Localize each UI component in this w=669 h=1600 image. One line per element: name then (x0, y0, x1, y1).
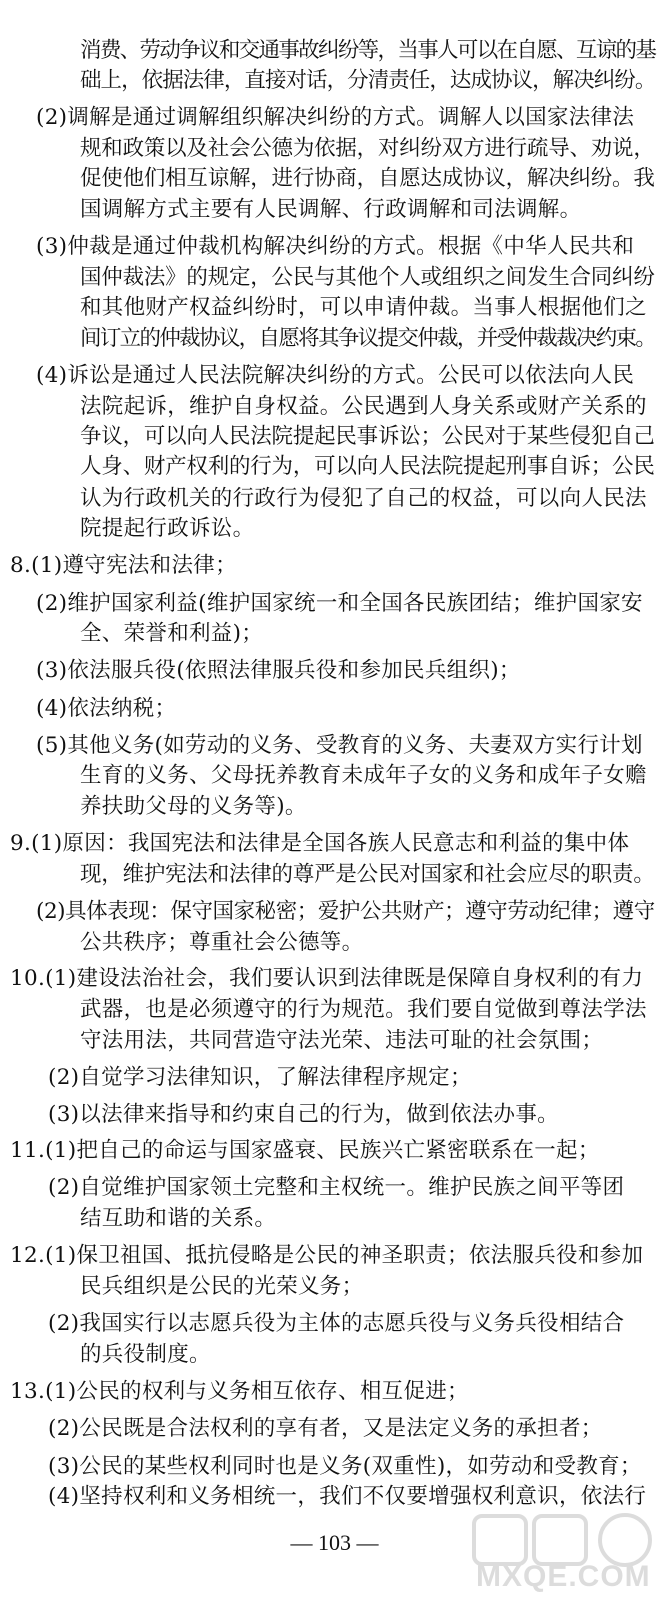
text-line: (2)维护国家利益(维护国家统一和全国各民族团结；维护国家安 (36, 591, 643, 616)
text-line: 守法用法，共同营造守法光荣、违法可耻的社会氛围； (80, 1028, 604, 1053)
text-line: (2)自觉学习法律知识，了解法律程序规定； (48, 1065, 472, 1090)
text-line: 13.(1)公民的权利与义务相互依存、相互促进； (10, 1379, 469, 1404)
text-line: 现，维护宪法和法律的尊严是公民对国家和社会应尽的职责。 (80, 862, 655, 887)
text-line: 认为行政机关的行政行为侵犯了自己的权益，可以向人民法 (80, 486, 647, 511)
text-line: 间订立的仲裁协议，自愿将其争议提交仲裁，并受仲裁裁决约束。 (80, 326, 656, 351)
text-line: (3)公民的某些权利同时也是义务(双重性)，如劳动和受教育； (48, 1454, 642, 1479)
text-line: (2)自觉维护国家领土完整和主权统一。维护民族之间平等团 (48, 1175, 625, 1200)
text-line: (3)依法服兵役(依照法律服兵役和参加民兵组织)； (36, 658, 521, 683)
text-line: 民兵组织是公民的光荣义务； (80, 1274, 364, 1299)
text-line: 国调解方式主要有人民调解、行政调解和司法调解。 (80, 197, 582, 222)
text-line: 人身、财产权利的行为，可以向人民法院提起刑事自诉；公民 (80, 454, 655, 479)
text-line: 国仲裁法》的规定，公民与其他个人或组织之间发生合同纠纷 (80, 265, 655, 290)
text-line: (2)调解是通过调解组织解决纠纷的方式。调解人以国家法律法 (36, 105, 635, 130)
text-line: (2)我国实行以志愿兵役为主体的志愿兵役与义务兵役相结合 (48, 1311, 625, 1336)
text-line: 促使他们相互谅解，进行协商，自愿达成协议，解决纠纷。我 (80, 166, 655, 191)
text-line: 争议，可以向人民法院提起民事诉讼；公民对于某些侵犯自己 (80, 424, 655, 449)
text-line: (3)以法律来指导和约束自己的行为，做到依法办事。 (48, 1102, 559, 1127)
page-number: — 103 — (290, 1530, 379, 1555)
text-line: 院提起行政诉讼。 (80, 516, 255, 541)
text-line: (3)仲裁是通过仲裁机构解决纠纷的方式。根据《中华人民共和 (36, 234, 635, 259)
text-line: (5)其他义务(如劳动的义务、受教育的义务、夫妻双方实行计划 (36, 733, 643, 758)
text-line: 公共秩序；尊重社会公德等。 (80, 930, 364, 955)
text-line: (4)诉讼是通过人民法院解决纠纷的方式。公民可以依法向人民 (36, 363, 635, 388)
text-line: 9.(1)原因：我国宪法和法律是全国各族人民意志和利益的集中体 (10, 831, 630, 856)
text-line: (2)公民既是合法权利的享有者，又是法定义务的承担者； (48, 1416, 603, 1441)
text-line: 和其他财产权益纠纷时，可以申请仲裁。当事人根据他们之 (80, 295, 647, 320)
text-line: (4)坚持权利和义务相统一，我们不仅要增强权利意识，依法行 (48, 1484, 647, 1509)
text-line: 8.(1)遵守宪法和法律； (10, 553, 237, 578)
text-line: 生育的义务、父母抚养教育未成年子女的义务和成年子女赡 (80, 763, 647, 788)
text-line: 规和政策以及社会公德为依据，对纠纷双方进行疏导、劝说， (80, 136, 655, 161)
watermark-text: MXQE.COM (476, 1560, 651, 1593)
text-line: 法院起诉，维护自身权益。公民遇到人身关系或财产关系的 (80, 394, 647, 419)
text-line: 结互助和谐的关系。 (80, 1206, 277, 1231)
text-line: 养扶助父母的义务等)。 (80, 794, 307, 819)
text-line: 的兵役制度。 (80, 1342, 211, 1367)
text-line: 础上，依据法律，直接对话，分清责任，达成协议，解决纠纷。 (80, 68, 656, 93)
text-line: 全、荣誉和利益)； (80, 621, 264, 646)
text-line: (4)依法纳税； (36, 696, 177, 721)
text-line: 12.(1)保卫祖国、抵抗侵略是公民的神圣职责；依法服兵役和参加 (10, 1243, 644, 1268)
watermark-logo (470, 1510, 665, 1596)
text-line: 10.(1)建设法治社会，我们要认识到法律既是保障自身权利的有力 (10, 966, 644, 991)
text-line: 11.(1)把自己的命运与国家盛衰、民族兴亡紧密联系在一起； (10, 1138, 600, 1163)
text-line: 消费、劳动争议和交通事故纠纷等，当事人可以在自愿、互谅的基 (80, 38, 656, 63)
text-line: 武器，也是必须遵守的行为规范。我们要自觉做到尊法学法 (80, 997, 647, 1022)
text-line: (2)具体表现：保守国家秘密；爱护公共财产；遵守劳动纪律；遵守 (36, 899, 655, 924)
